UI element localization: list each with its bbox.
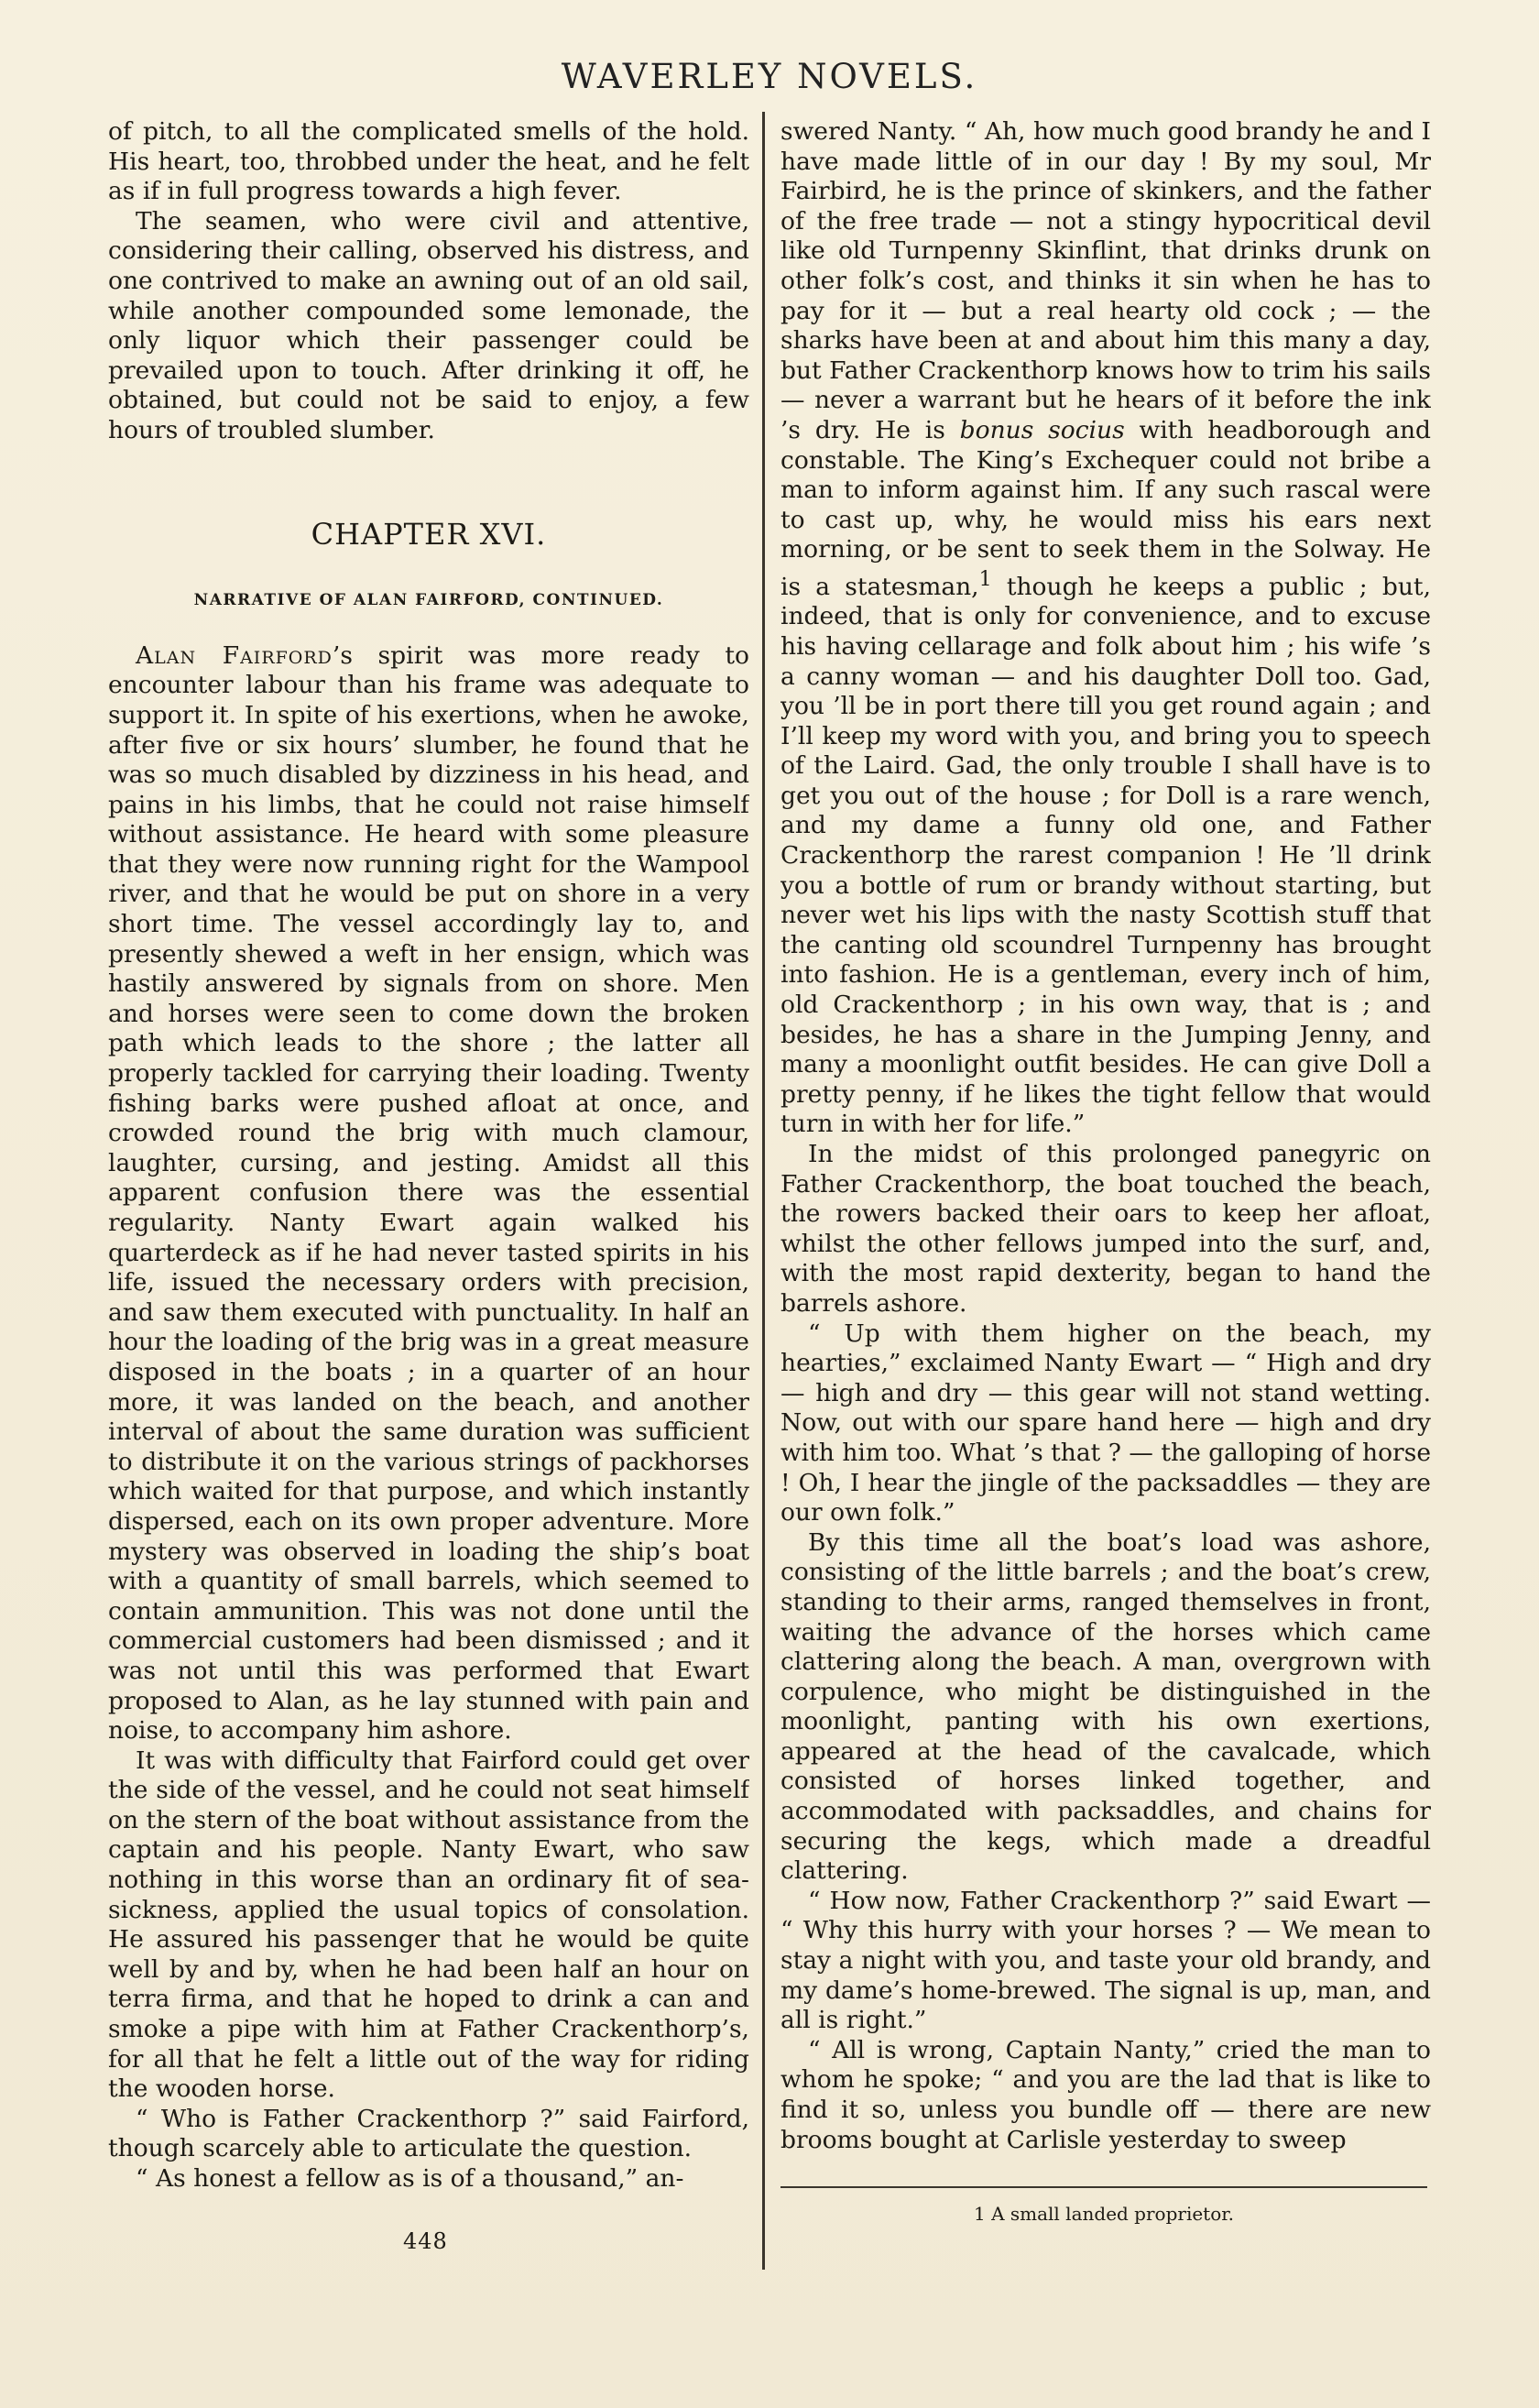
- paragraph: of pitch, to all the complicated smells of the hold. His heart, too, throbbed under the heat, and he felt as if in full progress towards a high fever.: [108, 117, 749, 206]
- opening-small-caps: Alan Fairford: [136, 640, 333, 670]
- paragraph-text: with headborough and constable. The King’s Exchequer could not bribe a man to inform against him. If any such rascal were to cast up, why, he would miss his ears next morning, or be sent to seek them in the Solway. He is a statesman,: [780, 415, 1431, 601]
- paragraph: It was with difficulty that Fairford could get over the side of the vessel, and he could not seat himself on the stern of the boat without assistance from the captain and his people. Nanty Ewart, who saw nothing in this worse than an ordinary fit of sea-sickness, applied the usual topics of consolation. He assured his passenger that he would be quite well by and by, when he had been half an hour on terra firma, and that he hoped to drink a can and smoke a pipe with him at Father Crackenthorp’s, for all that he felt a little out of the way for riding the wooden horse.: [108, 1746, 749, 2104]
- footnote: 1 A small landed proprietor.: [974, 2203, 1234, 2225]
- footnote-rule: [780, 2186, 1427, 2188]
- paragraph-text: swered Nanty. “ Ah, how much good brandy he and I have made little of in our day ! By my soul, Mr Fairbird, he is the prince of skinkers, and the father of the free trade — not a stingy hypocritical devil like old Turnpenny Skinflint, that drinks drunk on other folk’s cost, and thinks it sin when he has to pay for it — but a real hearty old cock ; — the sharks have been at and about him this many a day, but Father Crackenthorp knows how to trim his sails — never a warrant but he hears of it before the ink ’s dry. He is: [780, 117, 1431, 444]
- running-head: WAVERLEY NOVELS.: [561, 57, 978, 96]
- italic-phrase: bonus socius: [959, 415, 1125, 444]
- paragraph: [108, 641, 749, 1746]
- page-number: 448: [403, 2228, 448, 2254]
- chapter-title: CHAPTER XVI.: [311, 516, 547, 552]
- paragraph: By this time all the boat’s load was ashore, consisting of the little barrels ; and the boat’s crew, standing to their arms, ranged themselves in front, waiting the advance of the horses which came clattering along the beach. A man, overgrown with corpulence, who might be distinguished in the moonlight, panting with his own exertions, appeared at the head of the cavalcade, which consisted of horses linked together, and accommodated with packsaddles, and chains for securing the kegs, which made a dreadful clattering.: [780, 1527, 1431, 1886]
- paragraph: “ All is wrong, Captain Nanty,” cried the man to whom he spoke; “ and you are the lad that is like to find it so, unless you bundle off — there are new brooms bought at Carlisle yesterday to sweep: [780, 2035, 1431, 2154]
- chapter-subtitle: NARRATIVE OF ALAN FAIRFORD, CONTINUED.: [193, 591, 664, 610]
- paragraph: “ As honest a fellow as is of a thousand,” an-: [136, 2164, 684, 2193]
- paragraph: In the midst of this prolonged panegyric on Father Crackenthorp, the boat touched the beach, the rowers backed their oars to keep her afloat, whilst the other fellows jumped into the surf, and, with the most rapid dexterity, began to hand the barrels ashore.: [780, 1140, 1431, 1318]
- footnote-reference: 1: [978, 567, 992, 591]
- left-column: [108, 117, 749, 2261]
- paragraph-text: ’s spirit was more ready to encounter labour than his frame was adequate to support it. In spite of his exertions, when he awoke, after five or six hours’ slumber, he found that he was so much disabled by dizziness in his head, and pains in his limbs, that he could not raise himself without assistance. He heard with some pleasure that they were now running right for the Wampool river, and that he would be put on shore in a very short time. The vessel accordingly lay to, and presently shewed a weft in her ensign, which was hastily answered by signals from on shore. Men and horses were seen to come down the broken path which leads to the shore ; the latter all properly tackled for carrying their loading. Twenty fishing barks were pushed afloat at once, and crowded round the brig with much clamour, laughter, cursing, and jesting. Amidst all this apparent confusion there was the essential regularity. Nanty Ewart again walked his quarterdeck as if he had never tasted spirits in his life, issued the necessary orders with precision, and saw them executed with punctuality. In half an hour the loading of the brig was in a great measure disposed in the boats ; in a quarter of an hour more, it was landed on the beach, and another interval of about the same duration was sufficient to distribute it on the various strings of packhorses which waited for that purpose, and which instantly dispersed, each on its own proper adventure. More mystery was observed in loading the ship’s boat with a quantity of small barrels, which seemed to contain ammunition. This was not done until the commercial customers had been dismissed ; and it was not until this was performed that Ewart proposed to Alan, as he lay stunned with pain and noise, to accompany him ashore.: [108, 640, 749, 1746]
- paragraph: “ Who is Father Crackenthorp ?” said Fairford, though scarcely able to articulate the question.: [108, 2104, 749, 2163]
- paragraph: The seamen, who were civil and attentive, considering their calling, observed his distress, and one contrived to make an awning out of an old sail, while another compounded some lemonade, the only liquor which their passenger could be prevailed upon to touch. After drinking it off, he obtained, but could not be said to enjoy, a few hours of troubled slumber.: [108, 206, 749, 444]
- paragraph: “ How now, Father Crackenthorp ?” said Ewart — “ Why this hurry with your horses ? — We mean to stay a night with you, and taste your old brandy, and my dame’s home-brewed. The signal is up, man, and all is right.”: [780, 1886, 1431, 2035]
- paragraph: “ Up with them higher on the beach, my hearties,” exclaimed Nanty Ewart — “ High and dry — high and dry — this gear will not stand wetting. Now, out with our spare hand here — high and dry with him too. What ’s that ? — the galloping of horse ! Oh, I hear the jingle of the packsaddles — they are our own folk.”: [780, 1319, 1431, 1527]
- paragraph: [780, 117, 1431, 1140]
- column-divider: [762, 112, 765, 2270]
- paragraph-text: though he keeps a public ; but, indeed, that is only for convenience, and to excuse his having cellarage and folk about him ; his wife ’s a canny woman — and his daughter Doll too. Gad, you ’ll be in port there till you get round again ; and I’ll keep my word with you, and bring you to speech of the Laird. Gad, the only trouble I shall have is to get you out of the house ; for Doll is a rare wench, and my dame a funny old one, and Father Crackenthorp the rarest companion ! He ’ll drink you a bottle of rum or brandy without starting, but never wet his lips with the nasty Scottish stuff that the canting old scoundrel Turnpenny has brought into fashion. He is a gentleman, every inch of him, old Crackenthorp ; in his own way, that is ; and besides, he has a share in the Jumping Jenny, and many a moonlight outfit besides. He can give Doll a pretty penny, if he likes the tight fellow that would turn in with her for life.”: [780, 572, 1431, 1139]
- right-column: [780, 117, 1431, 2261]
